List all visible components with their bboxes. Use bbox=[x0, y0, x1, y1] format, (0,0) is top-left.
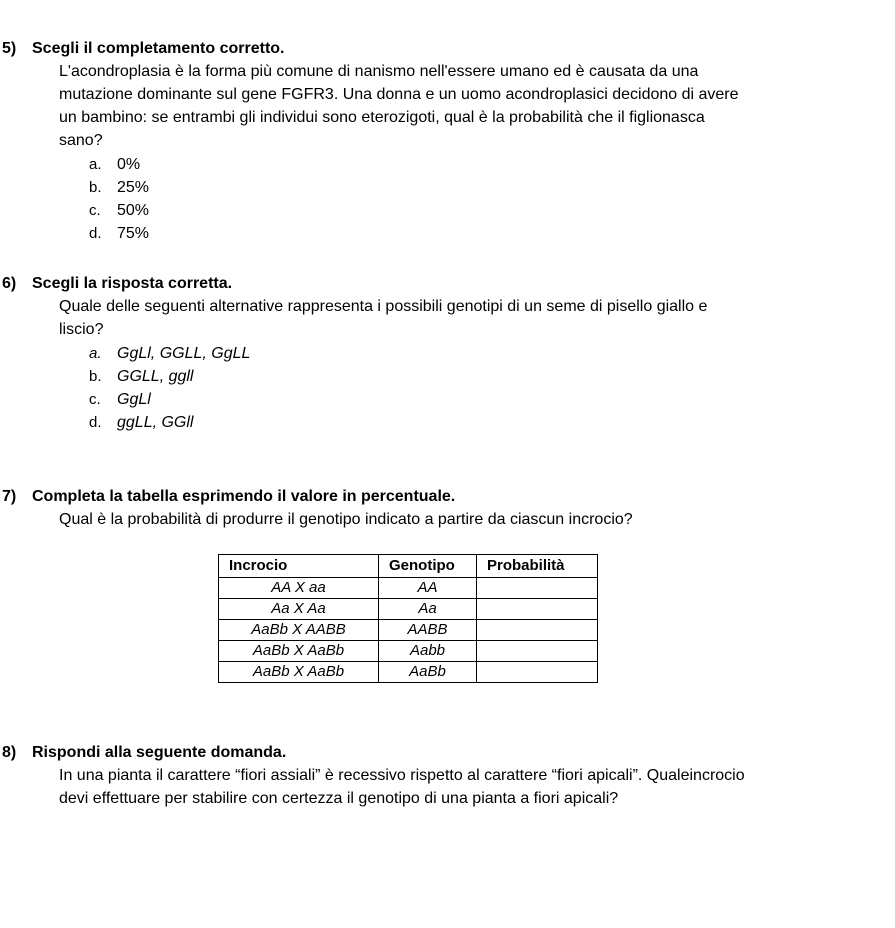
table-row bbox=[219, 599, 598, 620]
cell-probabilita[interactable] bbox=[477, 620, 598, 641]
text-line: un bambino: se entrambi gli individui sono eterozigoti, qual è la probabilità che il figlionasca bbox=[59, 109, 705, 126]
cell-probabilita[interactable] bbox=[477, 578, 598, 599]
cell-probabilita[interactable] bbox=[477, 641, 598, 662]
cell-genotipo: Aa bbox=[379, 599, 477, 620]
question-title: Scegli il completamento corretto. bbox=[32, 40, 285, 57]
text-line: L'acondroplasia è la forma più comune di nanismo nell'essere umano ed è causata da una bbox=[59, 63, 699, 80]
table-row bbox=[219, 620, 598, 641]
question-7 bbox=[0, 486, 880, 531]
option-letter: b. bbox=[89, 179, 102, 196]
question-text bbox=[59, 60, 880, 152]
col-header-probabilita: Probabilità bbox=[477, 555, 598, 578]
text-line: devi effettuare per stabilire con certezza il genotipo di una pianta a fiori apicali? bbox=[59, 790, 619, 807]
cell-genotipo: AA bbox=[379, 578, 477, 599]
question-title: Scegli la risposta corretta. bbox=[32, 275, 233, 292]
option-c[interactable] bbox=[0, 199, 880, 222]
cell-incrocio: AaBb X AaBb bbox=[219, 662, 379, 683]
question-number: 5) bbox=[2, 40, 17, 57]
cell-genotipo: AaBb bbox=[379, 662, 477, 683]
option-a[interactable] bbox=[0, 153, 880, 176]
col-header-incrocio: Incrocio bbox=[219, 555, 379, 578]
cell-incrocio: AaBb X AABB bbox=[219, 620, 379, 641]
question-8 bbox=[0, 742, 880, 810]
question-title: Rispondi alla seguente domanda. bbox=[32, 744, 287, 761]
option-letter: b. bbox=[89, 368, 102, 385]
option-text: 0% bbox=[117, 156, 141, 173]
question-5 bbox=[0, 38, 880, 245]
question-text bbox=[59, 508, 880, 531]
table-row bbox=[219, 662, 598, 683]
option-d[interactable] bbox=[0, 222, 880, 245]
text-line: Qual è la probabilità di produrre il genotipo indicato a partire da ciascun incrocio? bbox=[59, 511, 633, 528]
cell-genotipo: AABB bbox=[379, 620, 477, 641]
cell-probabilita[interactable] bbox=[477, 599, 598, 620]
text-line: liscio? bbox=[59, 321, 104, 338]
question-6 bbox=[0, 273, 880, 434]
option-d[interactable] bbox=[0, 411, 880, 434]
cell-incrocio: AA X aa bbox=[219, 578, 379, 599]
cell-incrocio: Aa X Aa bbox=[219, 599, 379, 620]
option-c[interactable] bbox=[0, 388, 880, 411]
option-a[interactable] bbox=[0, 342, 880, 365]
option-b[interactable] bbox=[0, 176, 880, 199]
option-letter: c. bbox=[89, 202, 101, 219]
option-letter: c. bbox=[89, 391, 101, 408]
genotype-table bbox=[218, 554, 598, 683]
table-row bbox=[219, 578, 598, 599]
question-header bbox=[0, 486, 880, 508]
question-title: Completa la tabella esprimendo il valore in percentuale. bbox=[32, 488, 456, 505]
cell-genotipo: Aabb bbox=[379, 641, 477, 662]
options-list bbox=[0, 153, 880, 245]
option-letter: a. bbox=[89, 156, 102, 173]
options-list bbox=[0, 342, 880, 434]
text-line: In una pianta il carattere “fiori assiali” è recessivo rispetto al carattere “fiori apicali”. Qualeincrocio bbox=[59, 767, 745, 784]
question-text bbox=[59, 295, 880, 341]
option-letter: d. bbox=[89, 225, 102, 242]
option-b[interactable] bbox=[0, 365, 880, 388]
option-text: GGLL, ggll bbox=[117, 368, 194, 385]
question-header bbox=[0, 273, 880, 295]
option-text: 25% bbox=[117, 179, 150, 196]
table-row bbox=[219, 641, 598, 662]
question-number: 6) bbox=[2, 275, 17, 292]
option-text: 50% bbox=[117, 202, 150, 219]
text-line: mutazione dominante sul gene FGFR3. Una donna e un uomo acondroplasici decidono di avere bbox=[59, 86, 739, 103]
question-text bbox=[59, 764, 880, 810]
question-number: 8) bbox=[2, 744, 17, 761]
cell-probabilita[interactable] bbox=[477, 662, 598, 683]
text-line: sano? bbox=[59, 132, 103, 149]
question-number: 7) bbox=[2, 488, 17, 505]
option-letter: d. bbox=[89, 414, 102, 431]
option-text: GgLl, GGLL, GgLL bbox=[117, 345, 251, 362]
option-text: ggLL, GGll bbox=[117, 414, 194, 431]
option-text: GgLl bbox=[117, 391, 151, 408]
question-header bbox=[0, 38, 880, 60]
table-header-row bbox=[219, 555, 598, 578]
option-letter: a. bbox=[89, 345, 102, 362]
cell-incrocio: AaBb X AaBb bbox=[219, 641, 379, 662]
col-header-genotipo: Genotipo bbox=[379, 555, 477, 578]
text-line: Quale delle seguenti alternative rappresenta i possibili genotipi di un seme di pisello giallo e bbox=[59, 298, 708, 315]
question-header bbox=[0, 742, 880, 764]
option-text: 75% bbox=[117, 225, 150, 242]
